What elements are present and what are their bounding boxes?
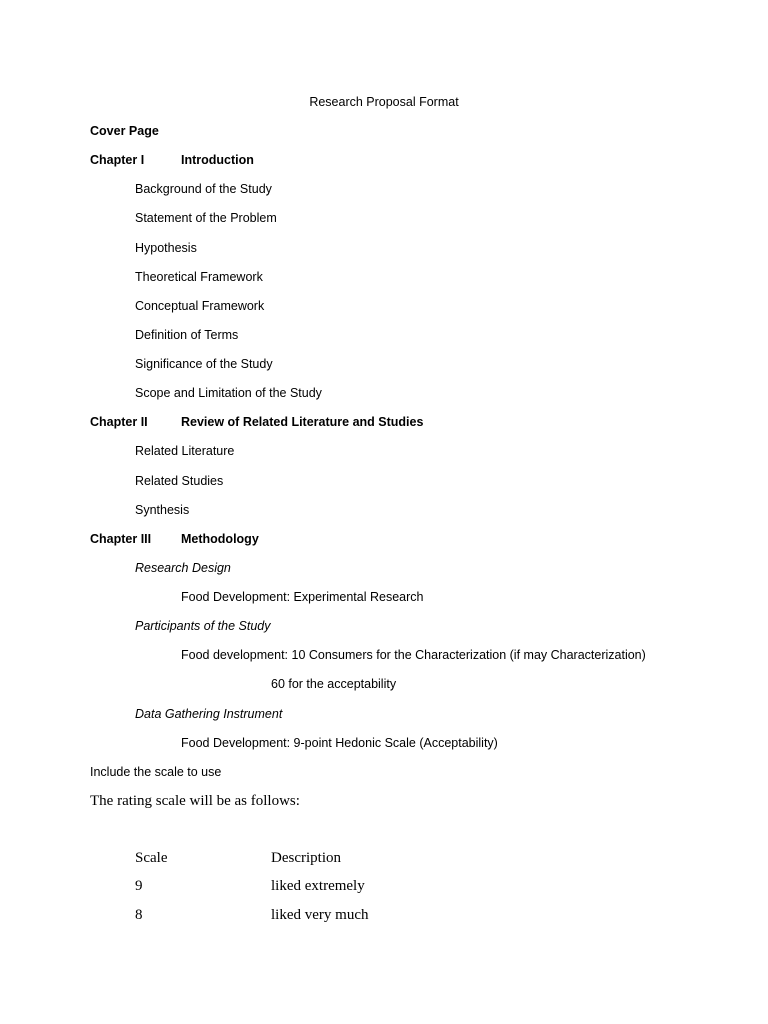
chapter3-heading: Methodology [181, 532, 259, 546]
chapter3-number: Chapter III [90, 532, 152, 546]
chapter1-item: Background of the Study [135, 182, 272, 196]
chapter1-item: Theoretical Framework [135, 270, 263, 284]
chapter2-item: Related Studies [135, 474, 224, 488]
participants-detail: Food development: 10 Consumers for the Characterization (if may Characterization) [181, 648, 646, 662]
document-title: Research Proposal Format [309, 95, 459, 109]
chapter1-number: Chapter I [90, 153, 145, 167]
scale-value: 8 [135, 907, 143, 923]
chapter2-heading: Review of Related Literature and Studies [181, 415, 424, 429]
chapter2-item: Synthesis [135, 503, 190, 517]
description-header: Description [271, 850, 341, 866]
scale-description: liked extremely [271, 878, 365, 894]
chapter1-item: Conceptual Framework [135, 299, 265, 313]
chapter1-item: Hypothesis [135, 241, 197, 255]
chapter1-item: Definition of Terms [135, 328, 239, 342]
scale-header: Scale [135, 850, 168, 866]
chapter1-item: Significance of the Study [135, 357, 273, 371]
chapter1-item: Scope and Limitation of the Study [135, 386, 322, 400]
scale-note: Include the scale to use [90, 765, 222, 779]
chapter1-item: Statement of the Problem [135, 211, 277, 225]
research-design-heading: Research Design [135, 561, 231, 575]
instrument-heading: Data Gathering Instrument [135, 707, 283, 721]
scale-value: 9 [135, 878, 143, 894]
research-design-detail: Food Development: Experimental Research [181, 590, 424, 604]
participants-heading: Participants of the Study [135, 619, 271, 633]
participants-detail-2: 60 for the acceptability [271, 677, 397, 691]
chapter1-heading: Introduction [181, 153, 254, 167]
scale-description: liked very much [271, 907, 369, 923]
rating-intro: The rating scale will be as follows: [90, 793, 300, 809]
instrument-detail: Food Development: 9-point Hedonic Scale (Acceptability) [181, 736, 498, 750]
chapter2-item: Related Literature [135, 444, 235, 458]
cover-page-heading: Cover Page [90, 124, 159, 138]
chapter2-number: Chapter II [90, 415, 148, 429]
